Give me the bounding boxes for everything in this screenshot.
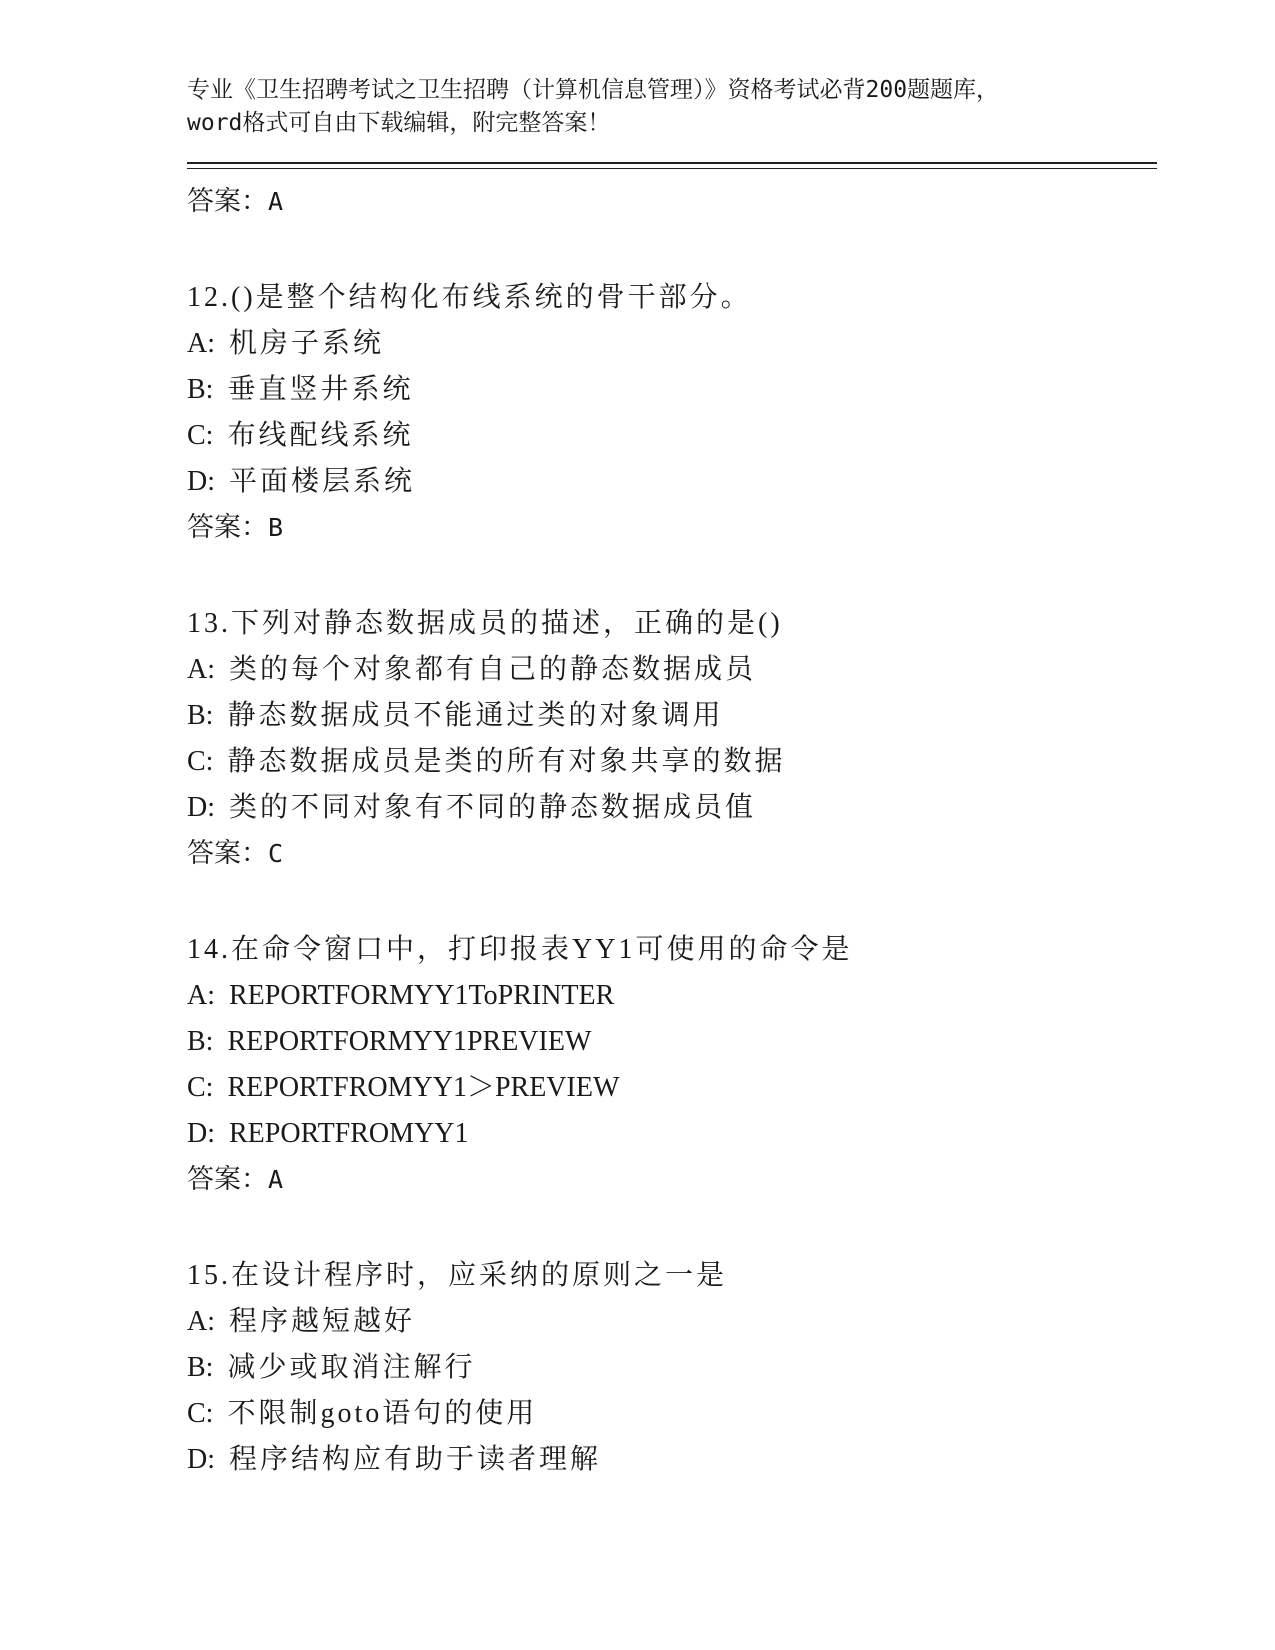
option-prefix: C:	[187, 420, 214, 451]
question-stem: 15.在设计程序时，应采纳的原则之一是	[187, 1260, 728, 1291]
option-text: REPORTFROMYY1＞PREVIEW	[227, 1072, 620, 1103]
option-text: 类的不同对象有不同的静态数据成员值	[229, 792, 757, 823]
answer-line	[187, 505, 1157, 551]
question-stem: 12.()是整个结构化布线系统的骨干部分。	[187, 282, 752, 313]
document-page	[187, 74, 1157, 1483]
option-text: REPORTFORMYY1ToPRINTER	[229, 980, 615, 1011]
option-prefix: B:	[187, 374, 214, 405]
option-text: 不限制goto语句的使用	[227, 1398, 538, 1429]
option-text: 程序越短越好	[229, 1306, 416, 1337]
option-line	[187, 647, 1157, 693]
option-prefix: C:	[187, 1398, 214, 1429]
answer-label: 答案：	[187, 1164, 268, 1195]
option-text: 机房子系统	[229, 328, 385, 359]
option-text: REPORTFORMYY1PREVIEW	[227, 1026, 592, 1057]
option-line	[187, 459, 1157, 505]
option-line	[187, 693, 1157, 739]
option-line	[187, 1111, 1157, 1157]
question-stem: 13.下列对静态数据成员的描述，正确的是()	[187, 608, 783, 639]
answer-value: A	[268, 1165, 284, 1194]
question-stem: 14.在命令窗口中，打印报表YY1可使用的命令是	[187, 934, 853, 965]
question-block	[187, 927, 1157, 1203]
option-line	[187, 413, 1157, 459]
answer-label: 答案：	[187, 186, 268, 217]
answer-value: A	[268, 187, 284, 216]
answer-line	[187, 831, 1157, 877]
header-divider	[187, 162, 1157, 169]
option-line	[187, 739, 1157, 785]
option-prefix: A:	[187, 654, 215, 685]
option-prefix: B:	[187, 1352, 214, 1383]
answer-line	[187, 1157, 1157, 1203]
answer-label: 答案：	[187, 512, 268, 543]
option-text: 程序结构应有助于读者理解	[229, 1444, 602, 1475]
option-text: REPORTFROMYY1	[229, 1118, 469, 1149]
option-text: 静态数据成员不能通过类的对象调用	[227, 700, 724, 731]
option-prefix: D:	[187, 466, 215, 497]
option-line	[187, 785, 1157, 831]
option-text: 平面楼层系统	[229, 466, 416, 497]
option-prefix: C:	[187, 1072, 214, 1103]
document-header-line-2: word格式可自由下载编辑，附完整答案！	[187, 110, 611, 136]
option-text: 垂直竖井系统	[227, 374, 414, 405]
option-prefix: A:	[187, 980, 215, 1011]
option-prefix: D:	[187, 792, 215, 823]
option-prefix: B:	[187, 700, 214, 731]
option-line	[187, 1437, 1157, 1483]
option-prefix: A:	[187, 1306, 215, 1337]
option-prefix: B:	[187, 1026, 214, 1057]
answer-line	[187, 179, 1157, 225]
option-text: 类的每个对象都有自己的静态数据成员	[229, 654, 757, 685]
answer-value: B	[268, 513, 284, 542]
option-text: 布线配线系统	[227, 420, 414, 451]
option-line	[187, 367, 1157, 413]
option-prefix: C:	[187, 746, 214, 777]
question-block	[187, 1253, 1157, 1483]
option-line	[187, 1345, 1157, 1391]
question-block	[187, 275, 1157, 551]
option-prefix: A:	[187, 328, 215, 359]
option-text: 减少或取消注解行	[227, 1352, 476, 1383]
option-line	[187, 321, 1157, 367]
option-line	[187, 1299, 1157, 1345]
option-prefix: D:	[187, 1118, 215, 1149]
question-block	[187, 601, 1157, 877]
option-line	[187, 973, 1157, 1019]
option-prefix: D:	[187, 1444, 215, 1475]
option-line	[187, 1065, 1157, 1111]
option-text: 静态数据成员是类的所有对象共享的数据	[227, 746, 786, 777]
option-line	[187, 1019, 1157, 1065]
document-header-line-1: 专业《卫生招聘考试之卫生招聘（计算机信息管理）》资格考试必背200题题库，	[187, 77, 1000, 103]
answer-label: 答案：	[187, 838, 268, 869]
option-line	[187, 1391, 1157, 1437]
answer-value: C	[268, 839, 284, 868]
